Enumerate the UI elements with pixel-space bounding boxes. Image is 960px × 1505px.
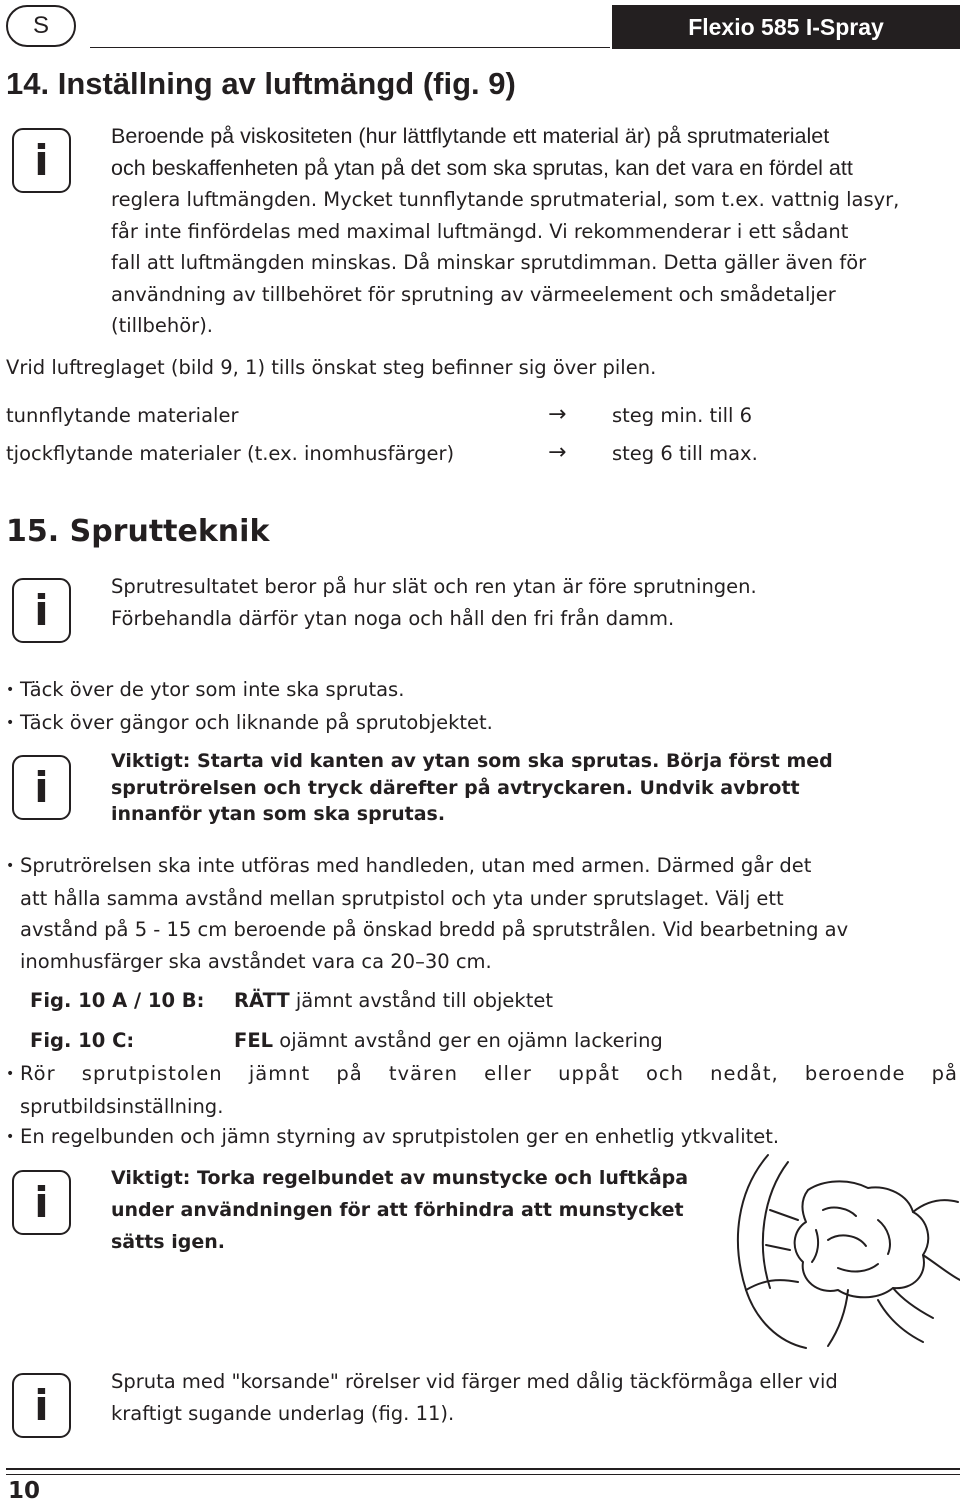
important-notice-cleaning	[111, 1162, 688, 1258]
fig-10ab-text: RÄTT jämnt avstånd till objektet	[234, 989, 554, 1012]
fig-10ab-label: Fig. 10 A / 10 B:	[30, 989, 205, 1012]
list-item: • Rör sprutpistolen jämnt på tvären eller uppåt och nedåt, beroende på	[6, 1062, 958, 1085]
list-item: • Täck över de ytor som inte ska sprutas.	[6, 678, 405, 701]
fig-10c-text: FEL ojämnt avstånd ger en ojämn lackering	[234, 1029, 663, 1052]
important-line: Viktigt: Torka regelbundet av munstycke och luftkåpa	[111, 1167, 689, 1189]
footer-rule	[6, 1474, 960, 1475]
info-icon: i	[12, 128, 71, 193]
setting-value: steg 6 till max.	[612, 442, 758, 465]
footer-rule	[6, 1468, 960, 1470]
bullet-move-gun	[6, 1058, 958, 1122]
info-line: Förbehandla därför ytan noga och håll den fri från damm.	[111, 606, 675, 630]
list-item-continuation: inomhusfärger ska avståndet vara ca 20–30 cm.	[20, 949, 492, 973]
info-line: Beroende på viskositeten (hur lättflytande ett material är) på sprutmaterialet	[111, 124, 830, 148]
important-notice-start	[111, 748, 833, 828]
list-item-continuation: att hålla samma avstånd mellan sprutpistol och yta under sprutslaget. Välj ett	[20, 886, 784, 910]
instruction-text: Vrid luftreglaget (bild 9, 1) tills önskat steg befinner sig över pilen.	[6, 356, 657, 379]
product-name-bar: Flexio 585 I-Spray	[612, 5, 960, 49]
important-line: sätts igen.	[111, 1231, 225, 1253]
list-item: • Sprutrörelsen ska inte utföras med handleden, utan med armen. Därmed går det	[6, 854, 812, 877]
important-line: under användningen för att förhindra att munstycket	[111, 1199, 684, 1221]
list-item: • Täck över gängor och liknande på sprutobjektet.	[6, 710, 493, 734]
section-14-info-text	[111, 121, 899, 342]
info-line: fall att luftmängden minskas. Då minskar sprutdimman. Detta gäller även för	[111, 251, 867, 274]
list-item-continuation: avstånd på 5 - 15 cm beroende på önskad bredd på sprutstrålen. Vid bearbetning av	[20, 918, 849, 941]
info-line: Spruta med "korsande" rörelser vid färger med dålig täckförmåga eller vid	[111, 1370, 838, 1393]
info-line: Sprutresultatet beror på hur slät och ren ytan är före sprutningen.	[111, 575, 757, 598]
info-block-surface	[111, 571, 757, 634]
arrow-right-icon: →	[548, 440, 567, 465]
info-icon: i	[12, 1373, 71, 1438]
section-14-title: 14. Inställning av luftmängd (fig. 9)	[6, 66, 516, 101]
info-line: (tillbehör).	[111, 314, 213, 337]
nozzle-cleaning-illustration	[728, 1150, 960, 1350]
bullet-list-cover	[6, 674, 493, 739]
info-line: får inte finfördelas med maximal luftmängd. Vi rekommenderar i ett sådant	[111, 219, 849, 243]
important-line: Viktigt: Starta vid kanten av ytan som ska sprutas. Börja först med	[111, 750, 833, 772]
list-item: • En regelbunden och jämn styrning av sprutpistolen ger en enhetlig ytkvalitet.	[6, 1125, 780, 1148]
info-icon: i	[12, 1170, 71, 1235]
arrow-right-icon: →	[548, 402, 567, 427]
header-rule	[90, 47, 610, 48]
bullet-spray-motion	[6, 850, 848, 977]
info-line: och beskaffenheten på ytan på det som ska sprutas, kan det vara en fördel att	[111, 155, 853, 180]
section-15-title: 15. Sprutteknik	[6, 514, 270, 549]
info-block-cross-spray	[111, 1366, 838, 1429]
info-icon: i	[12, 578, 71, 643]
info-line: reglera luftmängden. Mycket tunnflytande sprutmaterial, som t.ex. vattnig lasyr,	[111, 188, 900, 211]
important-line: sprutrörelsen och tryck därefter på avtryckaren. Undvik avbrott	[111, 776, 800, 799]
setting-material: tunnflytande materialer	[6, 404, 239, 427]
page-number: 10	[8, 1478, 41, 1504]
language-badge: S	[6, 5, 76, 47]
info-line: kraftigt sugande underlag (fig. 11).	[111, 1401, 455, 1425]
info-line: användning av tillbehöret för sprutning av värmeelement och smådetaljer	[111, 282, 836, 306]
list-item-continuation: sprutbildsinställning.	[20, 1094, 224, 1118]
info-icon: i	[12, 755, 71, 820]
setting-value: steg min. till 6	[612, 404, 753, 427]
setting-material: tjockflytande materialer (t.ex. inomhusfärger)	[6, 442, 455, 465]
important-line: innanför ytan som ska sprutas.	[111, 803, 446, 825]
fig-10c-label: Fig. 10 C:	[30, 1029, 135, 1052]
